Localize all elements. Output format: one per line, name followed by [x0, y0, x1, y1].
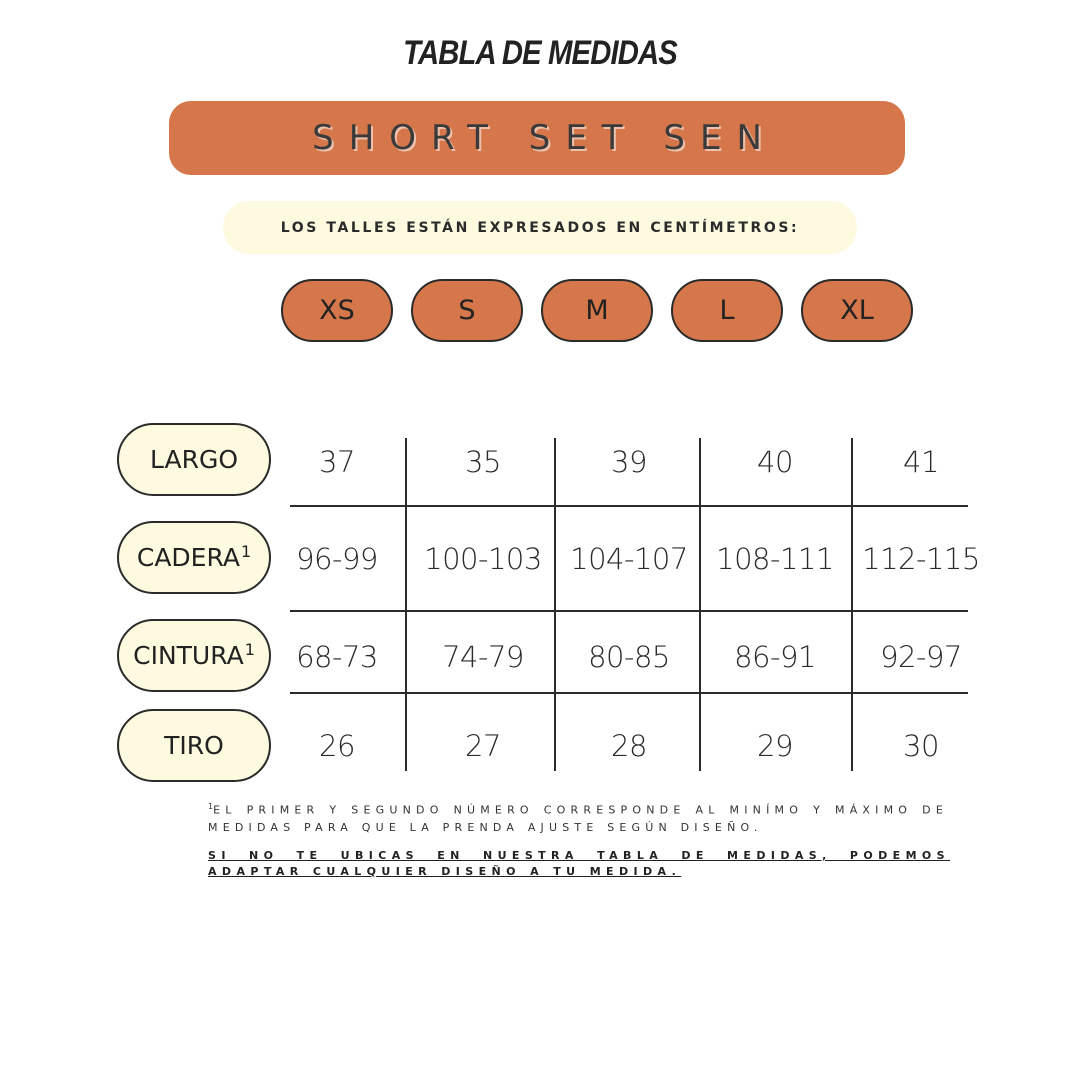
row-label-cintura — [117, 619, 271, 692]
cell-cadera-xs: 96-99 — [296, 542, 378, 576]
cell-tiro-xl: 30 — [903, 729, 939, 763]
footnote — [208, 798, 948, 836]
column-divider — [699, 438, 701, 771]
cell-largo-l: 40 — [757, 445, 793, 479]
cell-cintura-m: 80-85 — [588, 640, 670, 674]
size-pill-m: M — [541, 279, 653, 342]
size-pill-xl: XL — [801, 279, 913, 342]
footnote-text: EL PRIMER Y SEGUNDO NÚMERO CORRESPONDE AL MINÍMO Y MÁXIMO DE MEDIDAS PARA QUE LA PRENDA AJUSTE SEGÚN DISEÑO. — [208, 803, 948, 834]
product-banner — [169, 101, 905, 175]
cell-largo-xl: 41 — [903, 445, 939, 479]
footnote-ref: 1 — [240, 542, 252, 561]
size-pill-s: S — [411, 279, 523, 342]
cell-tiro-l: 29 — [757, 729, 793, 763]
cell-cadera-s: 100-103 — [424, 542, 542, 576]
column-divider — [554, 438, 556, 771]
row-label-text: LARGO — [149, 445, 239, 474]
row-label-tiro — [117, 709, 271, 782]
units-note: LOS TALLES ESTÁN EXPRESADOS EN CENTÍMETROS: — [223, 201, 857, 254]
cell-cintura-s: 74-79 — [442, 640, 524, 674]
cell-largo-s: 35 — [465, 445, 501, 479]
column-divider — [851, 438, 853, 771]
page-title: TABLA DE MEDIDAS — [403, 34, 677, 72]
cell-largo-m: 39 — [611, 445, 647, 479]
row-label-cadera — [117, 521, 271, 594]
footnote-marker: 1 — [208, 802, 214, 811]
row-divider — [290, 692, 968, 694]
cell-cadera-l: 108-111 — [716, 542, 834, 576]
cell-tiro-xs: 26 — [319, 729, 355, 763]
cell-tiro-m: 28 — [611, 729, 647, 763]
cell-cintura-l: 86-91 — [734, 640, 816, 674]
row-label-text: CINTURA — [133, 641, 244, 670]
cell-cintura-xl: 92-97 — [880, 640, 962, 674]
size-pill-xs: XS — [281, 279, 393, 342]
cell-largo-xs: 37 — [319, 445, 355, 479]
size-pill-l: L — [671, 279, 783, 342]
cell-cadera-m: 104-107 — [570, 542, 688, 576]
row-label-text: TIRO — [164, 731, 224, 760]
custom-fit-note: SI NO TE UBICAS EN NUESTRA TABLA DE MEDIDAS, PODEMOS ADAPTAR CUALQUIER DISEÑO A TU MEDIDA. — [208, 849, 950, 878]
cell-cadera-xl: 112-115 — [862, 542, 980, 576]
column-divider — [405, 438, 407, 771]
row-divider — [290, 610, 968, 612]
row-label-text: CADERA — [136, 543, 240, 572]
product-name: SHORT SET SEN — [312, 118, 777, 158]
footnote-ref: 1 — [244, 640, 255, 659]
cell-tiro-s: 27 — [465, 729, 501, 763]
cell-cintura-xs: 68-73 — [296, 640, 378, 674]
row-divider — [290, 505, 968, 507]
row-label-largo — [117, 423, 271, 496]
